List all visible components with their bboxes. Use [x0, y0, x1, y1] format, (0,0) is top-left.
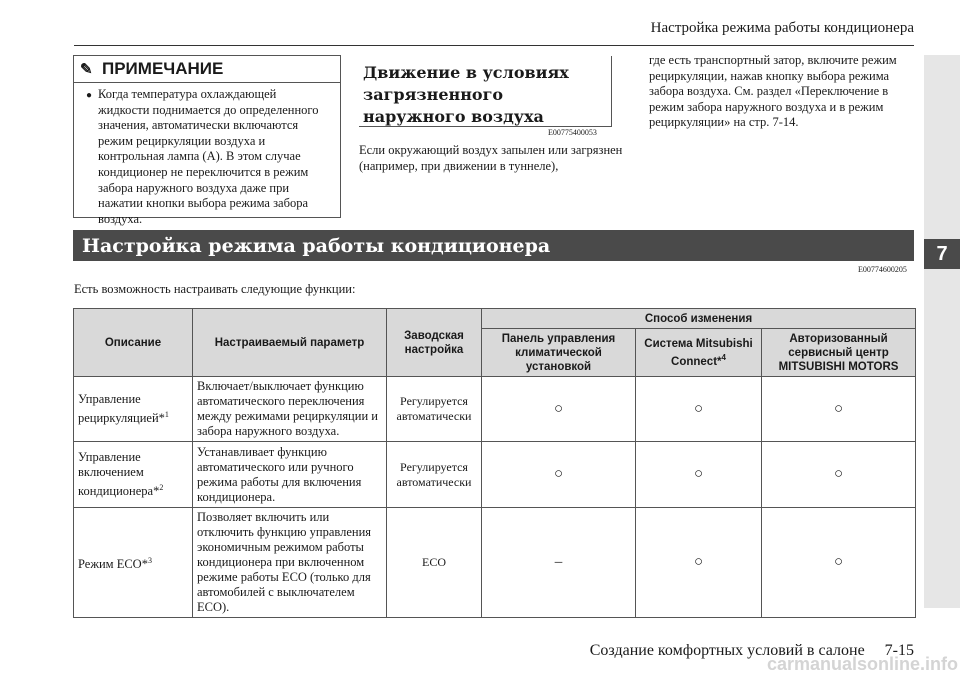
row-description-text: Управление включением кондиционера* — [78, 449, 160, 499]
col-panel: Панель управления климатической установкой — [482, 329, 636, 377]
row-default: Регулируется автоматически — [387, 377, 482, 442]
col-connect — [636, 329, 762, 377]
footer-section: Создание комфортных условий в салоне — [589, 642, 865, 659]
table-row — [74, 442, 916, 508]
watermark: carmanualsonline.info — [766, 654, 958, 674]
row-panel: ○ — [482, 377, 636, 442]
row-panel: ○ — [482, 442, 636, 508]
section2-title: Настройка режима работы кондиционера — [73, 230, 914, 261]
col-description: Описание — [74, 309, 193, 377]
note-text: Когда температура охлаждающей жидкости поднимается до определенного значения, автоматически включаются режим рециркуляции воздуха и контрольная лампа (A). В этом случае кондиционер не переключится в режим забора наружного воздуха даже при нажатии кнопки выбора режима забора воздуха. — [98, 87, 319, 226]
header-rule — [74, 45, 914, 46]
row-description — [74, 442, 193, 508]
col-default: Заводская настройка — [387, 309, 482, 377]
row-service: ○ — [762, 508, 916, 618]
section1-title-box — [359, 56, 612, 127]
col-parameter: Настраиваемый параметр — [193, 309, 387, 377]
table-row — [74, 377, 916, 442]
row-default: ECO — [387, 508, 482, 618]
section2-intro: Есть возможность настраивать следующие функции: — [74, 282, 356, 296]
section1-text: Если окружающий воздух запылен или загрязнен (например, при движении в туннеле), — [359, 143, 623, 173]
section2-code: E00774600205 — [858, 265, 907, 274]
row-description-text: Режим ECO* — [78, 557, 148, 572]
row-description — [74, 377, 193, 442]
col-connect-sup: 4 — [721, 352, 726, 362]
note-heading — [74, 56, 340, 83]
row-connect: ○ — [636, 377, 762, 442]
section1-code: E00775400053 — [548, 128, 597, 137]
row-footnote: 3 — [147, 555, 152, 565]
row-default: Регулируется автоматически — [387, 442, 482, 508]
row-parameter: Устанавливает функцию автоматического или ручного режима работы для включения кондиционера. — [193, 442, 387, 508]
header-title: Настройка режима работы кондиционера — [650, 20, 914, 36]
col-service: Авторизованный сервисный центр MITSUBISHI MOTORS — [762, 329, 916, 377]
pencil-check-icon: ✎ — [80, 61, 93, 78]
bullet-icon: ● — [86, 90, 93, 101]
note-body — [74, 83, 340, 227]
note-heading-text: ПРИМЕЧАНИЕ — [102, 59, 224, 78]
note-box — [73, 55, 341, 226]
row-description — [74, 508, 193, 618]
section1-title: Движение в условиях загрязненного наружного воздуха — [363, 63, 569, 126]
row-connect: ○ — [636, 508, 762, 618]
page-number: 7-15 — [884, 642, 914, 659]
table-row — [74, 508, 916, 618]
row-parameter: Включает/выключает функцию автоматического переключения между режимами рециркуляции и забора наружного воздуха. — [193, 377, 387, 442]
row-description-text: Управление рециркуляцией* — [78, 391, 165, 426]
row-service: ○ — [762, 377, 916, 442]
row-footnote: 2 — [159, 482, 164, 492]
side-tab — [924, 55, 960, 608]
chapter-badge: 7 — [924, 239, 960, 269]
row-footnote: 1 — [164, 409, 169, 419]
row-parameter: Позволяет включить или отключить функцию управления экономичным режимом работы кондиционера при включенном режиме работы ECO (только для автомобилей с выключателем ECO). — [193, 508, 387, 618]
section1-continued: где есть транспортный затор, включите режим рециркуляции, нажав кнопку выбора режима забора воздуха. См. раздел «Переключение в режим забора наружного воздуха и в режим рециркуляции» на стр. 7-14. — [649, 53, 897, 130]
settings-table — [73, 308, 916, 618]
col-method: Способ изменения — [482, 309, 916, 329]
row-panel: – — [482, 508, 636, 618]
row-connect: ○ — [636, 442, 762, 508]
row-service: ○ — [762, 442, 916, 508]
col-connect-label: Система Mitsubishi Connect* — [644, 337, 753, 368]
